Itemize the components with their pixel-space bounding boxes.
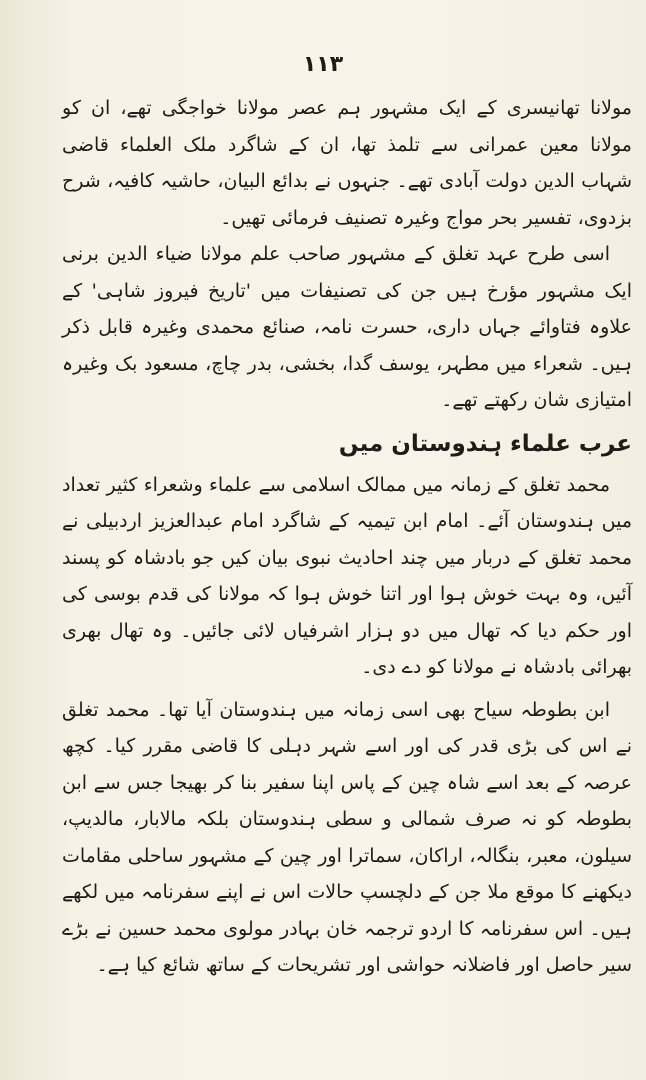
page-number: ۱۱۳ xyxy=(302,52,344,77)
page-body xyxy=(62,90,632,984)
paragraph-4: ابن بطوطہ سیاح بھی اسی زمانہ میں ہندوستان آیا تھا۔ محمد تغلق نے اس کی بڑی قدر کی اور اسے شہر دہلی کا قاضی مقرر کیا۔ کچھ عرصہ کے بعد اسے شاہ چین کے پاس اپنا سفیر بنا کر بھیجا جس سے ابن بطوطہ کو نہ صرف شمالی و سطی ہندوستان بلکہ مالابار، مالدیپ، سیلون، معبر، بنگالہ، اراکان، سماترا اور چین کے مشہور ساحلی مقامات دیکھنے کا موقع ملا جن کے دلچسپ حالات اس نے اپنے سفرنامہ میں لکھے ہیں۔ اس سفرنامہ کا اردو ترجمہ خان بہادر مولوی محمد حسین نے بڑے سیر حاصل اور فاضلانہ حواشی اور تشریحات کے ساتھ شائع کیا ہے۔ xyxy=(62,698,632,976)
paragraph-1: مولانا تھانیسری کے ایک مشہور ہم عصر مولانا خواجگی تھے، ان کو مولانا معین عمرانی سے تلمذ تھا، ان کے شاگرد ملک العلماء قاضی شہاب الدین دولت آبادی تھے۔ جنہوں نے بدائع البیان، حاشیہ کافیہ، شرح بزدوی، تفسیر بحر مواج وغیرہ تصنیف فرمائی تھیں۔ xyxy=(62,97,632,229)
paragraph-2: اسی طرح عہد تغلق کے مشہور صاحب علم مولانا ضیاء الدین برنی ایک مشہور مؤرخ ہیں جن کی تصنیفات میں 'تاریخ فیروز شاہی' کے علاوہ فتاوائے جہاں داری، حسرت نامہ، صنائع محمدی وغیرہ قابل ذکر ہیں۔ شعراء میں مطہر، یوسف گدا، بخشی، بدر چاچ، مسعود بک وغیرہ امتیازی شان رکھتے تھے۔ xyxy=(62,243,632,411)
section-heading: عرب علماء ہندوستان میں xyxy=(338,430,632,457)
paragraph-3: محمد تغلق کے زمانہ میں ممالک اسلامی سے علماء وشعراء کثیر تعداد میں ہندوستان آئے۔ امام ابن تیمیہ کے شاگرد امام عبدالعزیز اردبیلی نے محمد تغلق کے دربار میں چند احادیث نبوی بیان کیں جو بادشاہ کو پسند آئیں، وہ بہت خوش ہوا اور اتنا خوش ہوا کہ مولانا کی قدم بوسی کی اور حکم دیا کہ تھال میں دو ہزار اشرفیاں لائی جائیں۔ وہ تھال بھری بھرائی بادشاہ نے مولانا کو دے دی۔ xyxy=(62,473,632,678)
